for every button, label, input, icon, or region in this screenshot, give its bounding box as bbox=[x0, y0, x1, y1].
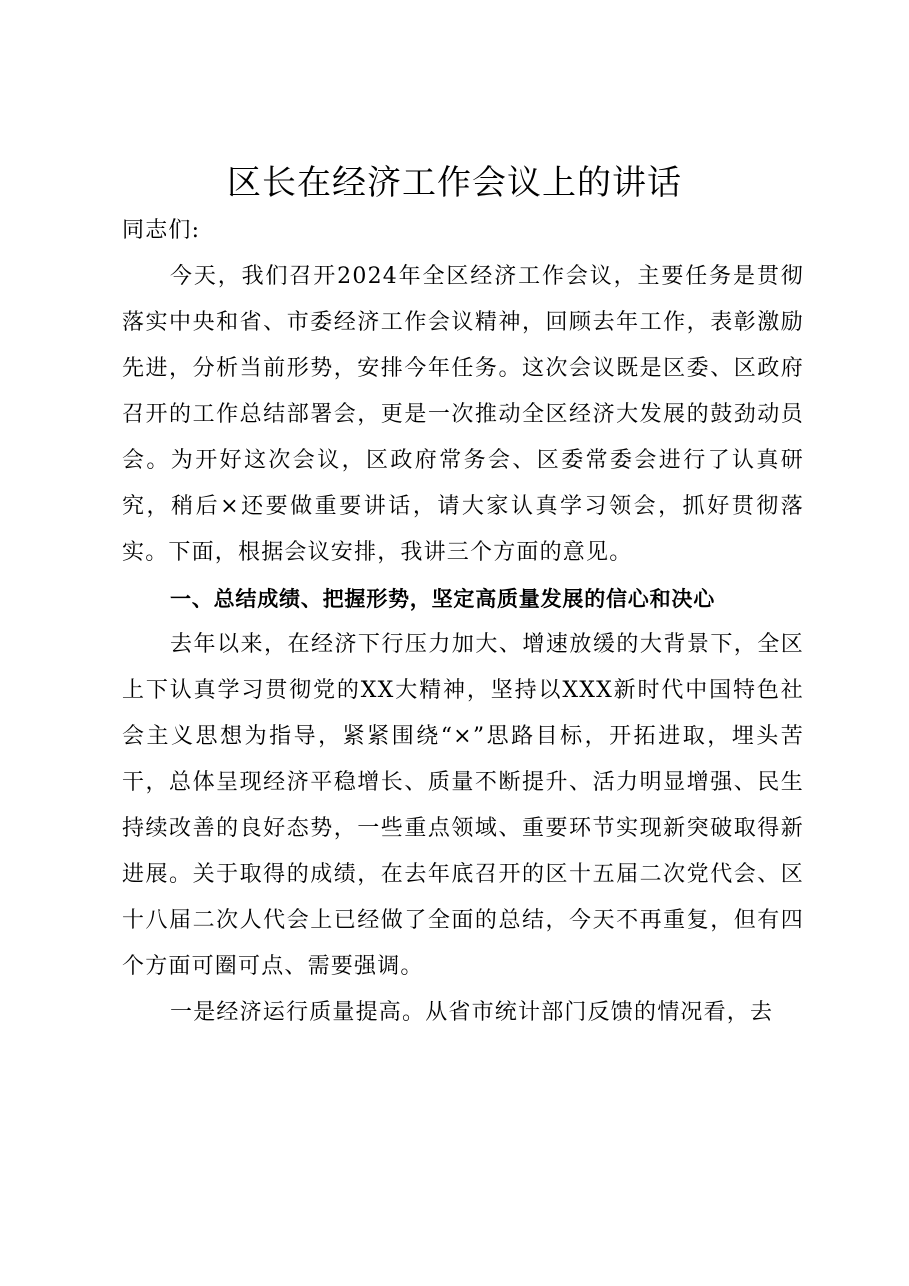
document-body bbox=[122, 208, 804, 1036]
section-heading: 一、总结成绩、把握形势，坚定高质量发展的信心和决心 bbox=[170, 587, 715, 611]
salutation: 同志们: bbox=[122, 218, 201, 243]
paragraph: 今天，我们召开2024年全区经济工作会议，主要任务是贯彻落实中央和省、市委经济工作会议精神，回顾去年工作，表彰激励先进，分析当前形势，安排今年任务。这次会议既是区委、区政府召开的工作总结部署会，更是一次推动全区经济大发展的鼓劲动员会。为开好这次会议，区政府常务会、区委常委会进行了认真研究，稍后×还要做重要讲话，请大家认真学习领会，抓好贯彻落实。下面，根据会议安排，我讲三个方面的意见。 bbox=[122, 264, 804, 565]
paragraph: 去年以来，在经济下行压力加大、增速放缓的大背景下，全区上下认真学习贯彻党的XX大精神，坚持以XXX新时代中国特色社会主义思想为指导，紧紧围绕“×”思路目标，开拓进取，埋头苦干，总体呈现经济平稳增长、质量不断提升、活力明显增强、民生持续改善的良好态势，一些重点领域、重要环节实现新突破取得新进展。关于取得的成绩，在去年底召开的区十五届二次党代会、区十八届二次人代会上已经做了全面的总结，今天不再重复，但有四个方面可圈可点、需要强调。 bbox=[122, 632, 804, 979]
document-title: 区长在经济工作会议上的讲话 bbox=[227, 163, 682, 203]
paragraph: 一是经济运行质量提高。从省市统计部门反馈的情况看，去 bbox=[170, 1000, 774, 1025]
